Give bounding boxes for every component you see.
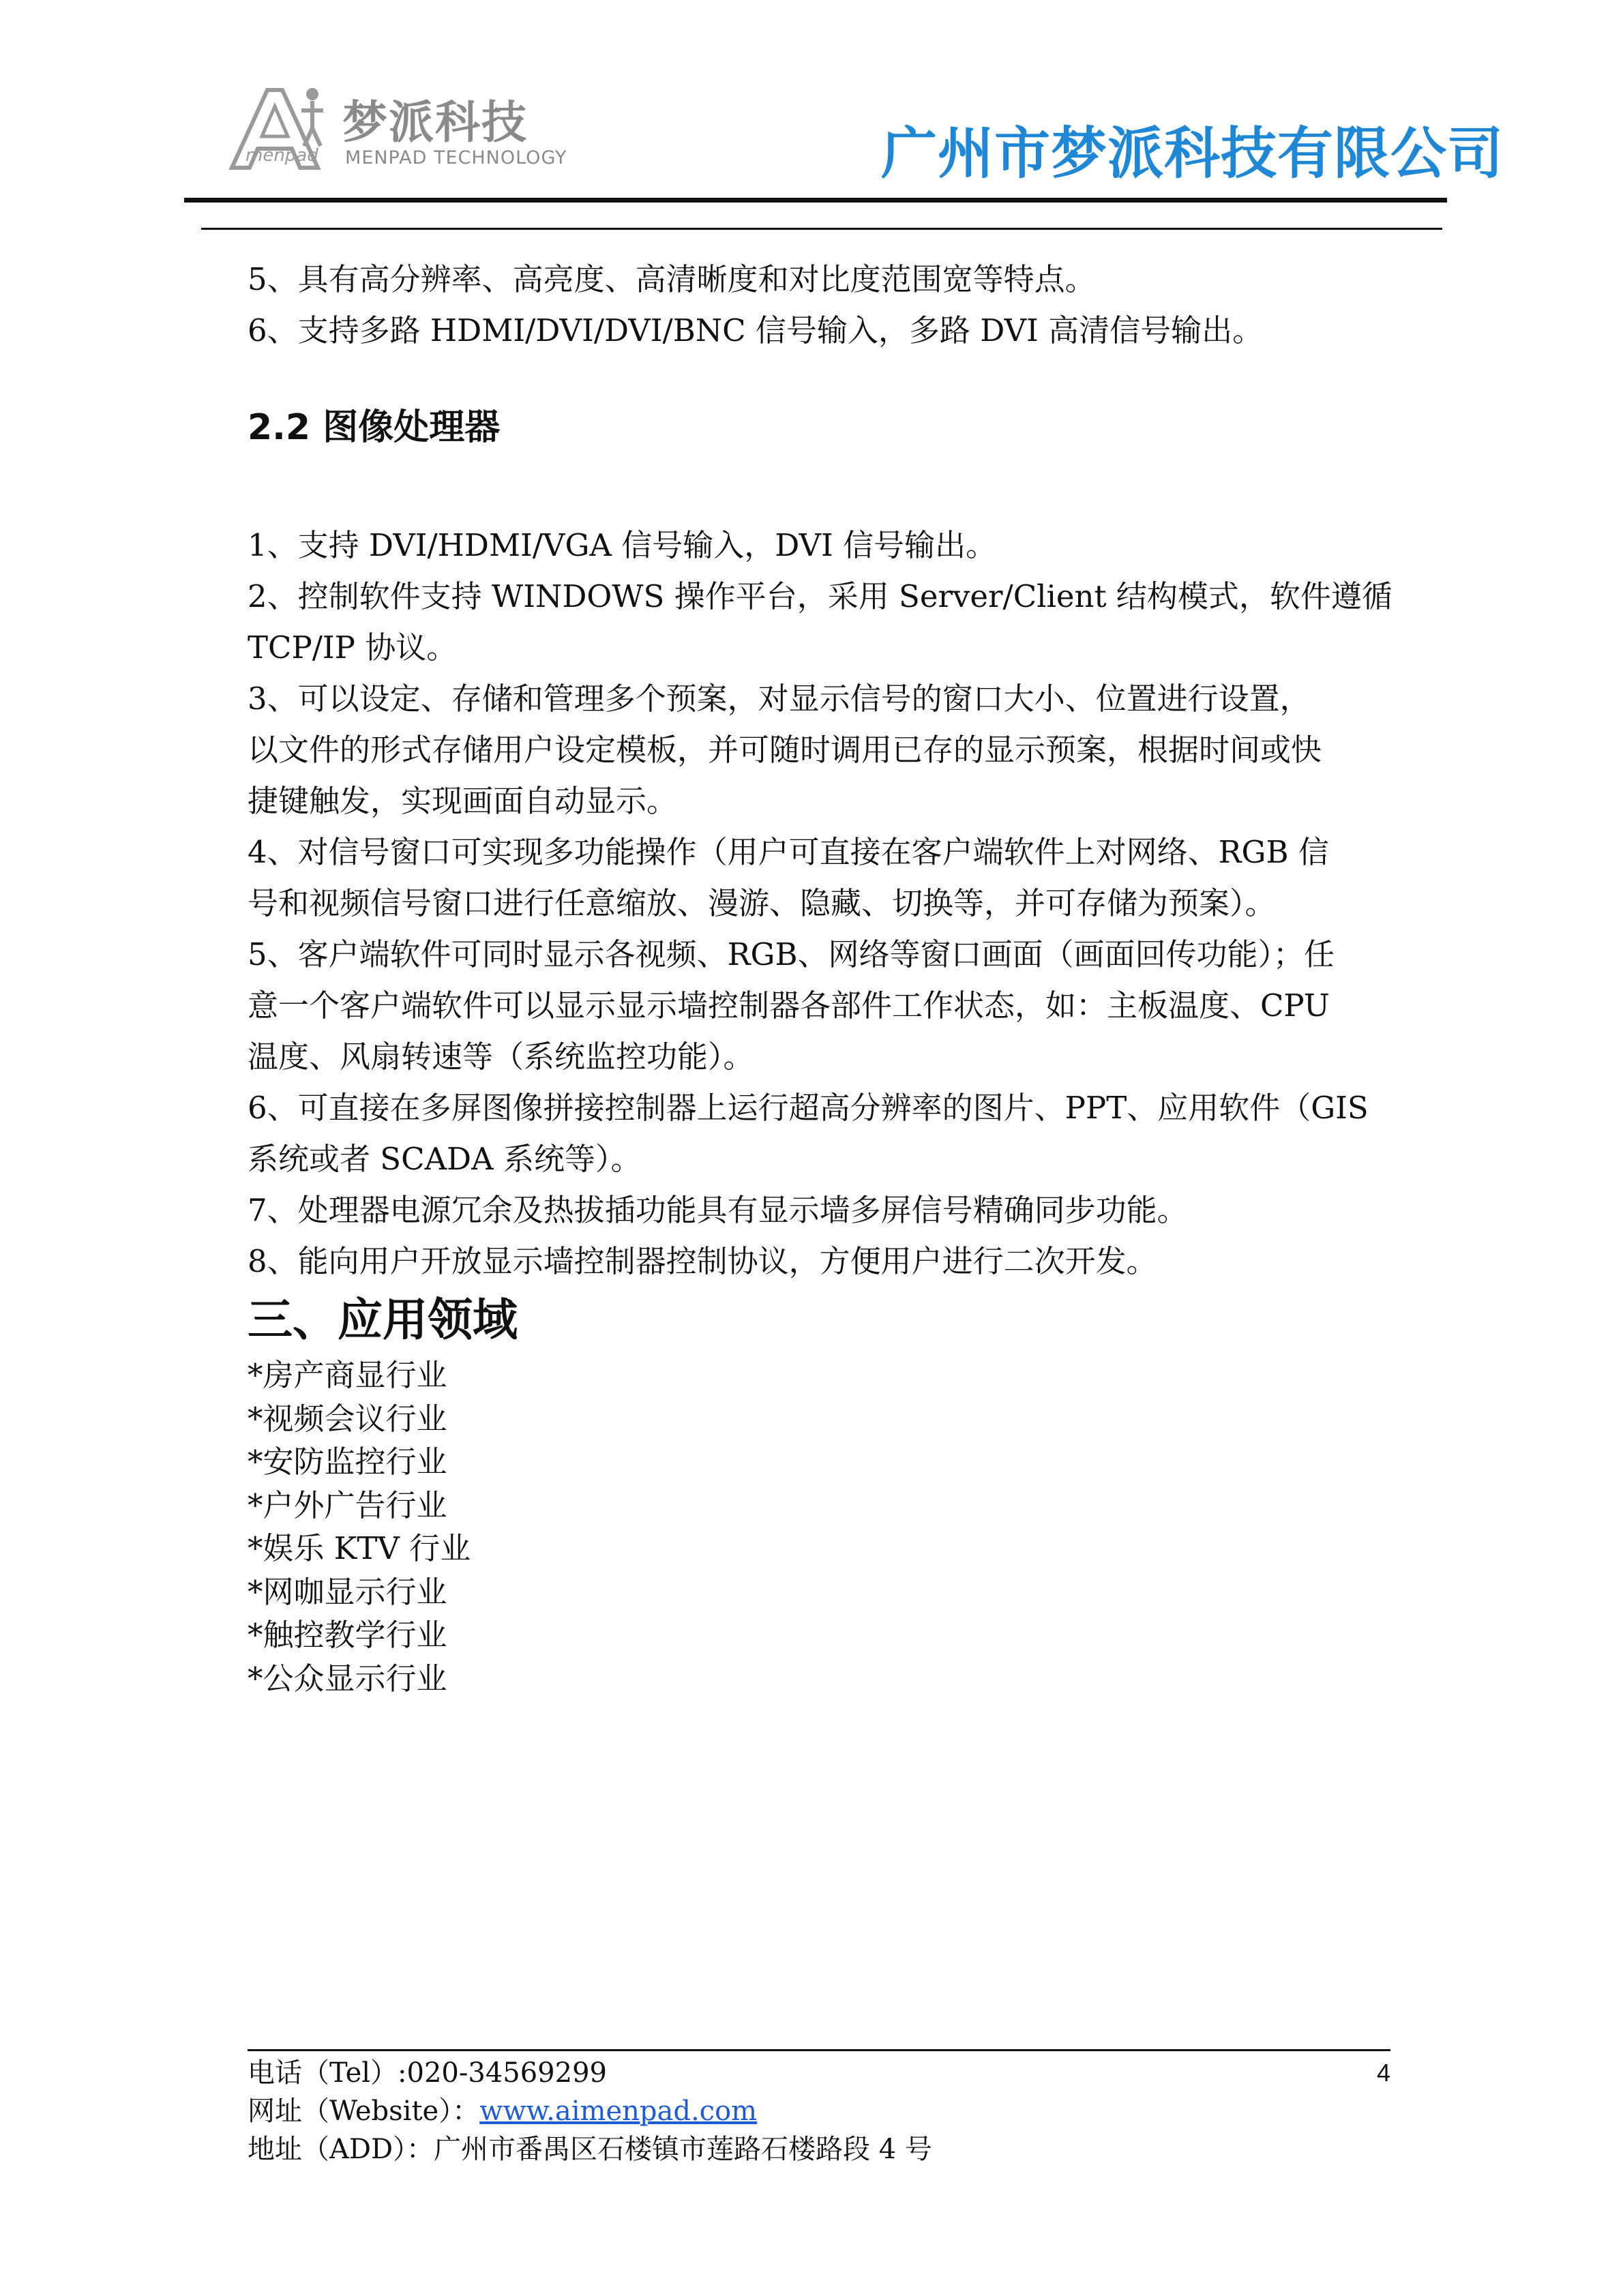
paragraph-line: 7、处理器电源冗余及热拔插功能具有显示墙多屏信号精确同步功能。	[248, 1192, 1188, 1228]
paragraph-line: 6、可直接在多屏图像拼接控制器上运行超高分辨率的图片、PPT、应用软件（GIS	[248, 1090, 1369, 1126]
page-content	[248, 254, 1400, 1700]
paragraph-line: 以文件的形式存储用户设定模板，并可随时调用已存的显示预案，根据时间或快	[248, 732, 1322, 768]
paragraph-line: 温度、风扇转速等（系统监控功能）。	[248, 1039, 754, 1075]
list-item: *安防监控行业	[248, 1444, 447, 1480]
list-item: *房产商显行业	[248, 1357, 447, 1393]
footer-address: 地址（ADD）：广州市番禺区石楼镇市莲路石楼路段 4 号	[248, 2134, 932, 2165]
list-item: *公众显示行业	[248, 1660, 447, 1697]
list-item: *网咖显示行业	[248, 1573, 447, 1610]
page-footer	[248, 2054, 1390, 2168]
list-item: *户外广告行业	[248, 1487, 447, 1523]
section-2-2-title: 2.2 图像处理器	[248, 407, 501, 448]
website-link[interactable]: www.aimenpad.com	[479, 2096, 758, 2127]
list-item: *触控教学行业	[248, 1617, 447, 1653]
logo-text-cn: 梦派科技	[342, 96, 528, 149]
logo-mark-text: menpad	[245, 145, 318, 166]
list-item: *视频会议行业	[248, 1400, 447, 1437]
paragraph-line: 号和视频信号窗口进行任意缩放、漫游、隐藏、切换等，并可存储为预案）。	[248, 885, 1276, 921]
page-number: 4	[1376, 2059, 1390, 2087]
application-list	[248, 1354, 1400, 1700]
logo-text-en: MENPAD TECHNOLOGY	[345, 147, 567, 168]
list-item: *娱乐 KTV 行业	[248, 1530, 471, 1566]
footer-tel: 电话（Tel）:020-34569299	[248, 2057, 607, 2089]
footer-divider	[248, 2049, 1390, 2051]
paragraph-line: 2、控制软件支持 WINDOWS 操作平台，采用 Server/Client 结构模式，软件遵循	[248, 578, 1393, 614]
company-logo	[225, 80, 566, 176]
paragraph-line: 捷键触发，实现画面自动显示。	[248, 783, 678, 819]
footer-website	[248, 2092, 1390, 2130]
section-3-title: 三、应用领域	[248, 1294, 518, 1346]
website-label: 网址（Website）：	[248, 2096, 480, 2127]
logo-mark-icon	[225, 80, 341, 176]
paragraph-line: 5、客户端软件可同时显示各视频、RGB、网络等窗口画面（画面回传功能）；任	[248, 936, 1335, 972]
header-divider-thick	[184, 198, 1447, 203]
paragraph-line: 3、可以设定、存储和管理多个预案，对显示信号的窗口大小、位置进行设置，	[248, 681, 1311, 717]
paragraph-line: 8、能向用户开放显示墙控制器控制协议，方便用户进行二次开发。	[248, 1243, 1157, 1279]
intro-item: 5、具有高分辨率、高亮度、高清晰度和对比度范围宽等特点。	[248, 261, 1096, 297]
paragraph-line: 意一个客户端软件可以显示显示墙控制器各部件工作状态，如：主板温度、CPU	[248, 987, 1330, 1024]
header-divider-thin	[201, 228, 1442, 230]
intro-item: 6、支持多路 HDMI/DVI/DVI/BNC 信号输入，多路 DVI 高清信号输出。	[248, 312, 1264, 348]
company-name: 广州市梦派科技有限公司	[881, 121, 1504, 186]
section-2-2-body	[248, 520, 1400, 1287]
paragraph-line: TCP/IP 协议。	[248, 629, 458, 666]
paragraph-line: 1、支持 DVI/HDMI/VGA 信号输入，DVI 信号输出。	[248, 527, 997, 563]
paragraph-line: 系统或者 SCADA 系统等）。	[248, 1141, 642, 1177]
paragraph-line: 4、对信号窗口可实现多功能操作（用户可直接在客户端软件上对网络、RGB 信	[248, 834, 1329, 870]
